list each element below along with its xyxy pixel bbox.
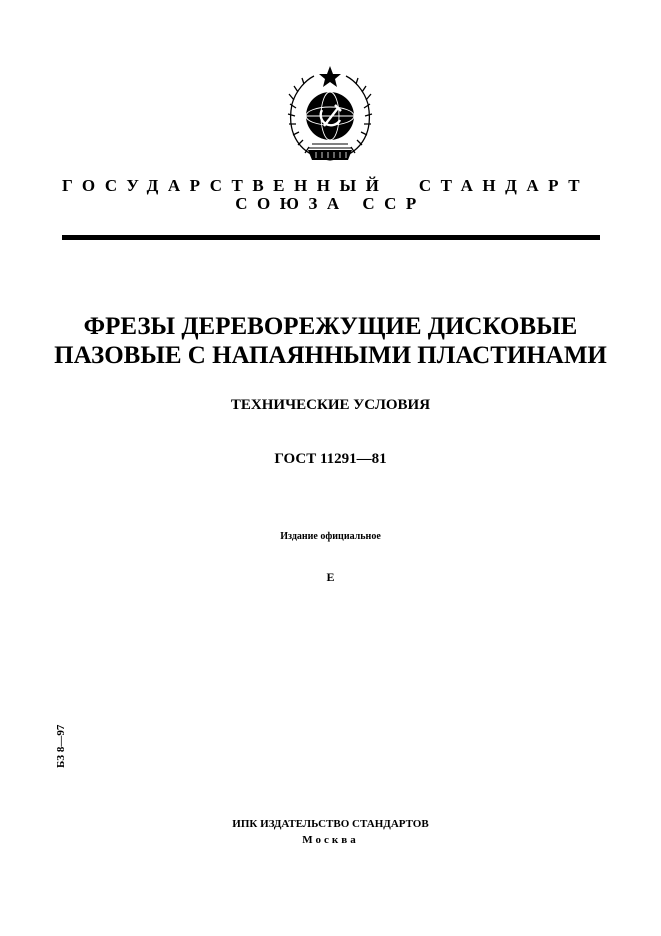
header-divider xyxy=(62,235,600,240)
header-state-standard xyxy=(62,176,602,196)
publisher-block xyxy=(0,816,661,848)
title-line-1: ФРЕЗЫ ДЕРЕВОРЕЖУЩИЕ ДИСКОВЫЕ xyxy=(83,313,578,340)
side-code: БЗ 8—97 xyxy=(55,724,67,768)
header-word-state: ГОСУДАРСТВЕННЫЙ xyxy=(62,176,389,195)
ussr-coat-of-arms-icon xyxy=(278,64,382,168)
header-ussr xyxy=(0,194,661,214)
title-line-2: ПАЗОВЫЕ С НАПАЯННЫМИ ПЛАСТИНАМИ xyxy=(54,342,607,369)
edition-note: Издание официальное xyxy=(280,531,381,542)
header-union-ssr: СОЮЗА ССР xyxy=(235,194,426,213)
document-title xyxy=(0,312,661,370)
header-word-standard: СТАНДАРТ xyxy=(418,176,590,195)
standard-number: ГОСТ 11291—81 xyxy=(274,451,387,467)
publisher-name: ИПК ИЗДАТЕЛЬСТВО СТАНДАРТОВ xyxy=(232,818,429,830)
document-subtitle: ТЕХНИЧЕСКИЕ УСЛОВИЯ xyxy=(230,397,431,413)
edition-letter: Е xyxy=(326,570,335,584)
publisher-city: Москва xyxy=(302,834,359,846)
